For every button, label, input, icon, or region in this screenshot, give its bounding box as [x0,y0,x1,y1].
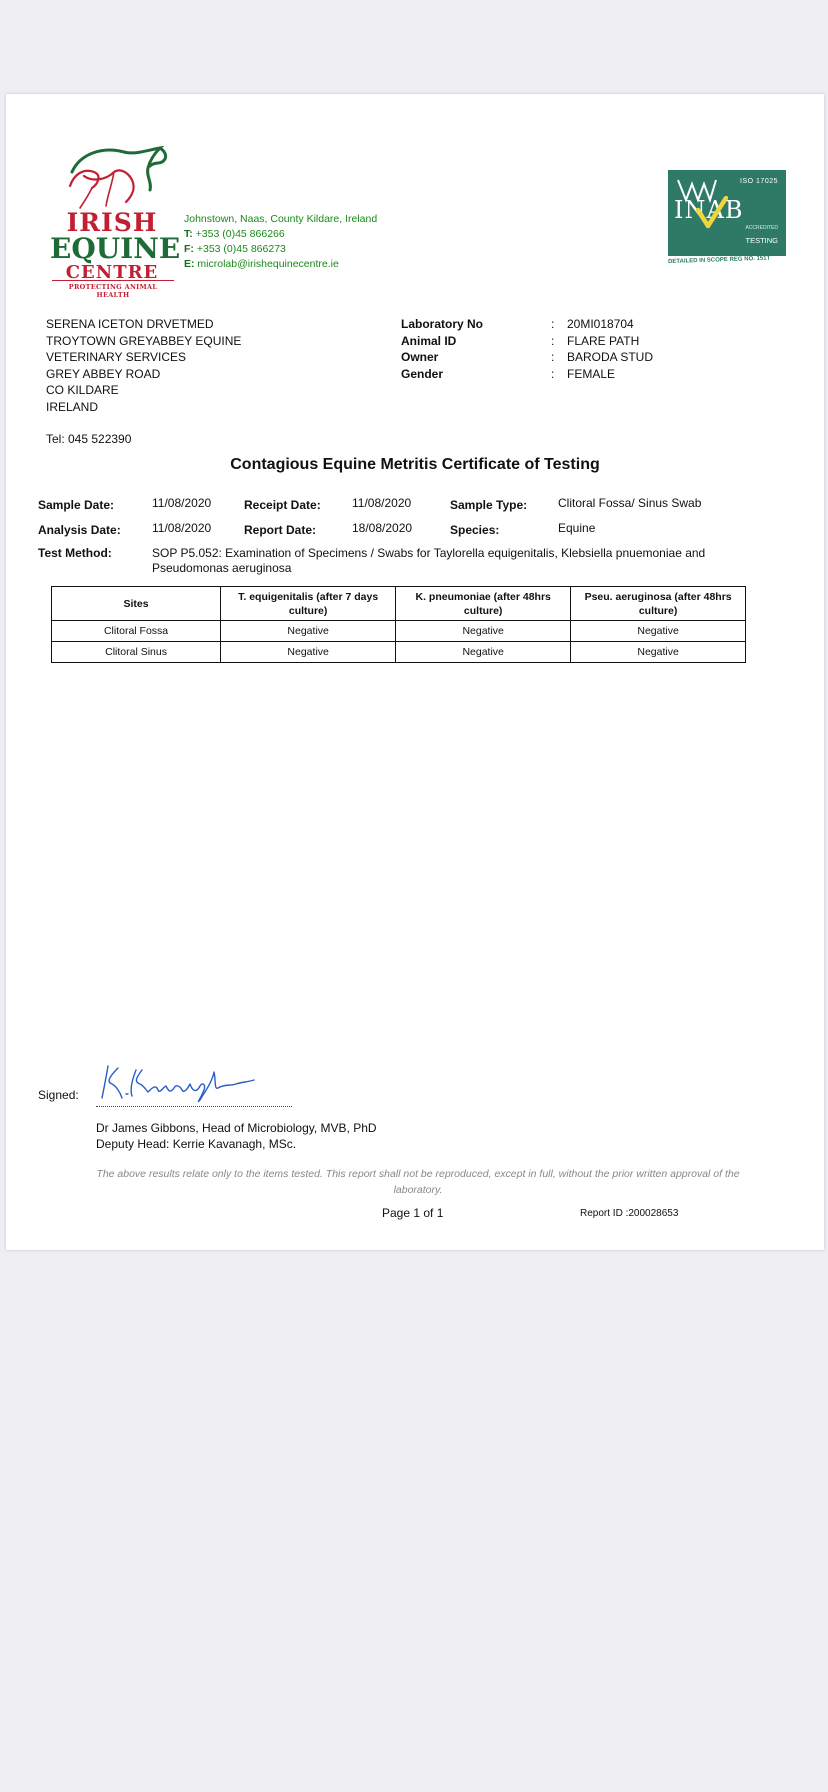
sample-date: 11/08/2020 [152,496,212,510]
table-cell: Clitoral Fossa [52,621,221,642]
address-line: SERENA ICETON DRVETMED [46,317,214,331]
logo-line-centre: CENTRE [65,262,159,283]
certificate-title: Contagious Equine Metritis Certificate of Testing [230,456,600,473]
test-method-value: SOP P5.052: Examination of Specimens / Swabs for Taylorella equigenitalis, Klebsiella pnuemoniae and Pseudomonas aeruginosa [152,546,706,575]
table-cell: Negative [221,621,396,642]
inab-iso: ISO 17025 [740,178,778,185]
column-header: Sites [52,587,221,621]
inab-check-icon [694,196,728,230]
column-header: Pseu. aeruginosa (after 48hrs culture) [571,587,746,621]
contact-phone: T: +353 (0)45 866266 [184,228,285,240]
table-row [52,621,746,642]
table-header-row [52,587,746,621]
report-id: Report ID :200028653 [580,1208,679,1219]
animal-info [401,316,653,382]
info-row-animal-id: Animal ID : FLARE PATH [401,333,640,348]
certificate-page [6,94,824,1250]
contact-block [184,212,377,272]
horse-logo-icon [62,142,174,212]
sample-type: Clitoral Fossa/ Sinus Swab [558,496,702,510]
address-line: VETERINARY SERVICES [46,350,187,364]
table-cell: Negative [571,642,746,663]
table-cell: Negative [571,621,746,642]
sample-date-label: Sample Date: [38,498,115,512]
recipient-address [46,316,241,415]
table-cell: Negative [221,642,396,663]
receipt-date-label: Receipt Date: [244,498,321,512]
inab-accreditation-badge [668,170,786,256]
inab-testing: TESTING [745,236,778,245]
recipient-tel: Tel: 045 522390 [46,432,132,446]
column-header: T. equigenitalis (after 7 days culture) [221,587,396,621]
test-method [38,546,752,576]
column-header: K. pneumoniae (after 48hrs culture) [396,587,571,621]
logo-line-equine: EQUINE [50,232,181,265]
signature-line [96,1106,292,1107]
signatory-deputy: Deputy Head: Kerrie Kavanagh, MSc. [96,1137,297,1151]
logo-tagline: PROTECTING ANIMAL HEALTH [52,280,174,299]
signed-label: Signed: [38,1088,79,1102]
address-line: CO KILDARE [46,383,119,397]
contact-email[interactable]: E: microlab@irishequinecentre.ie [184,258,339,270]
report-date-label: Report Date: [244,523,317,537]
inab-reg-no: DETAILED IN SCOPE REG NO. 151T [667,255,771,266]
inab-name: INAB [674,196,744,224]
species-label: Species: [450,523,500,537]
info-row-lab-no: Laboratory No : 20MI018704 [401,317,634,331]
contact-fax: F: +353 (0)45 866273 [184,243,286,255]
analysis-date-label: Analysis Date: [38,523,121,537]
test-method-label: Test Method: [38,546,112,560]
address-line: GREY ABBEY ROAD [46,366,161,381]
table-cell: Negative [396,642,571,663]
receipt-date: 11/08/2020 [352,496,412,510]
info-row-gender: Gender : FEMALE [401,366,616,381]
signatories [96,1120,377,1152]
page-number: Page 1 of 1 [382,1206,444,1220]
results-table [51,586,746,663]
address-line: TROYTOWN GREYABBEY EQUINE [46,333,242,348]
logo-line-irish: IRISH [66,208,158,237]
contact-address: Johnstown, Naas, County Kildare, Ireland [184,213,378,225]
table-row [52,642,746,663]
sample-type-label: Sample Type: [450,498,528,512]
info-row-owner: Owner : BARODA STUD [401,350,654,364]
disclaimer: The above results relate only to the items tested. This report shall not be reproduced, except in full, without the prior written approval of the laboratory. [96,1168,740,1196]
signatory-head: Dr James Gibbons, Head of Microbiology, MVB, PhD [96,1121,377,1135]
table-cell: Clitoral Sinus [52,642,221,663]
logo-wordmark [50,208,181,283]
address-line: IRELAND [46,399,99,414]
inab-accredited: ACCREDITED [745,225,778,231]
handwritten-signature [96,1060,256,1106]
analysis-date: 11/08/2020 [152,521,212,535]
report-date: 18/08/2020 [352,521,413,535]
table-cell: Negative [396,621,571,642]
species: Equine [558,521,596,535]
